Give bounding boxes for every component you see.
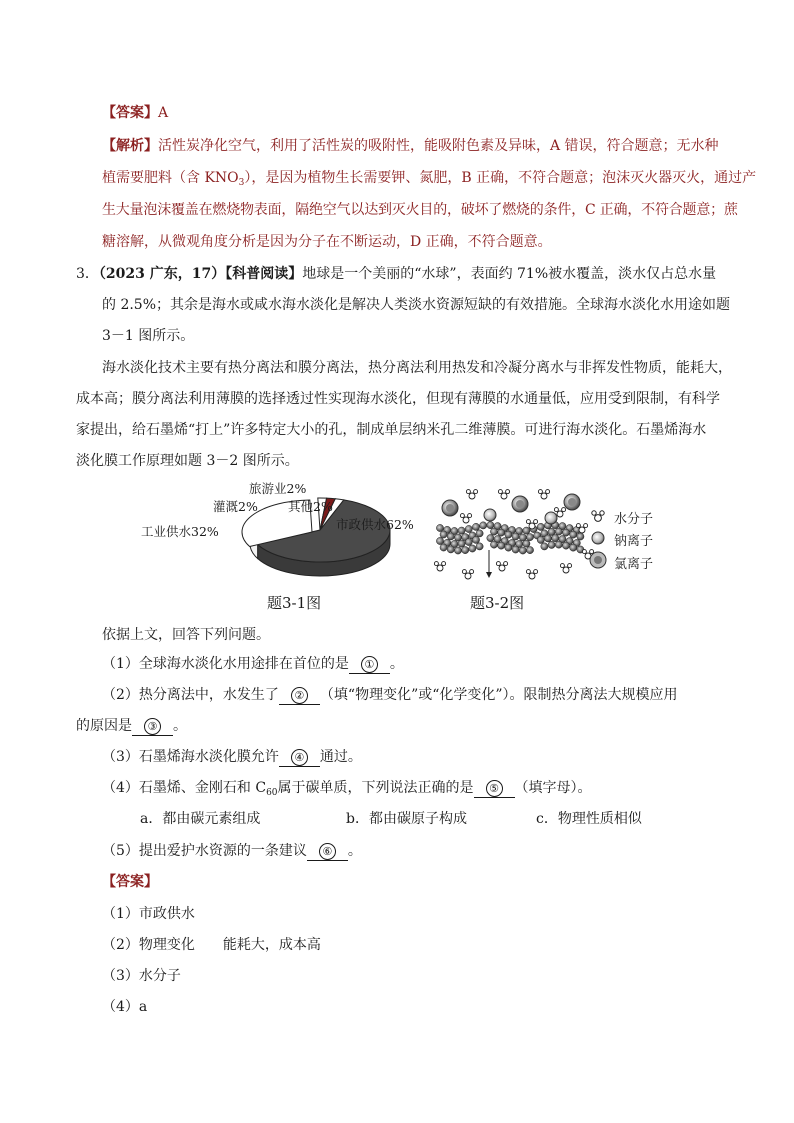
legend-chlorine: 氯离子 <box>614 557 654 572</box>
carbon-atom <box>487 522 494 529</box>
water-molecule <box>560 564 571 573</box>
option-a: a．都由碳元素组成 <box>140 811 261 827</box>
carbon-atom <box>447 546 454 553</box>
carbon-atom <box>541 543 548 550</box>
water-molecule <box>498 490 509 499</box>
pie-label-municipal: 市政供水62% <box>336 517 414 532</box>
carbon-atom <box>523 540 530 547</box>
question-intro3: 3－1 图所示。 <box>102 328 195 344</box>
answer-label: 【答案】 <box>102 874 158 890</box>
answer-prompt: 依据上文，回答下列问题。 <box>102 627 270 643</box>
pie-label-tourism: 旅游业2% <box>249 481 307 496</box>
carbon-atom <box>537 536 544 543</box>
option-b: b．都由碳原子构成 <box>346 811 467 827</box>
carbon-atom <box>498 542 505 549</box>
blank-2: ② <box>279 687 320 705</box>
answer-1: （1）市政供水 <box>102 906 195 922</box>
carbon-atom <box>458 527 465 534</box>
carbon-atom <box>544 535 551 542</box>
carbon-atom <box>458 540 465 547</box>
water-molecule <box>460 514 471 523</box>
carbon-atom <box>480 522 487 529</box>
carbon-atom <box>505 531 512 538</box>
water-molecule <box>466 490 477 499</box>
passage-line4: 淡化膜工作原理如题 3－2 图所示。 <box>76 453 299 469</box>
water-molecule <box>462 570 473 579</box>
carbon-atom <box>526 547 533 554</box>
carbon-atom <box>498 529 505 536</box>
blank-4: ④ <box>279 749 320 767</box>
prev-answer-line <box>102 102 168 122</box>
water-molecule <box>526 570 537 579</box>
carbon-atom <box>512 546 519 553</box>
question-source: （2023 广东，17） <box>98 266 226 282</box>
answer-4: （4）a <box>102 999 148 1015</box>
water-molecule <box>538 490 549 499</box>
carbon-atom <box>454 547 461 554</box>
option-c: c．物理性质相似 <box>536 811 642 827</box>
prev-analysis-line2: 植需要肥料（含 $KNO_3$），是因为植物生长需要钾、氮肥，B 正确，不符合题意；泡沫灭火器灭火，通过产 <box>102 170 757 188</box>
carbon-atom <box>570 531 577 538</box>
prev-analysis-label: 【解析】 <box>102 138 158 154</box>
figure2-caption: 题3-2图 <box>470 594 525 612</box>
pie-label-industrial: 工业供水32% <box>141 524 219 539</box>
prev-answer-value: A <box>158 105 169 121</box>
carbon-atom <box>472 523 479 530</box>
carbon-atom <box>440 544 447 551</box>
carbon-atom <box>465 538 472 545</box>
carbon-atom <box>490 541 497 548</box>
sodium-ion-icon <box>592 532 604 544</box>
pie-label-other: 其他2% <box>288 499 333 514</box>
blank-5: ⑤ <box>474 780 515 798</box>
carbon-atom <box>440 531 447 538</box>
carbon-atom <box>447 533 454 540</box>
blank-1: ① <box>349 656 390 674</box>
carbon-atom <box>476 530 483 537</box>
answer-3: （3）水分子 <box>102 968 181 984</box>
answer-2: （2）物理变化 能耗大，成本高 <box>102 937 321 953</box>
question-intro2: 的 2.5%；其余是海水或咸水海水淡化是解决人类淡水资源短缺的有效措施。全球海水淡化水用途如题 <box>102 297 731 313</box>
passage-line3: 家提出，给石墨烯“打上”许多特定大小的孔，制成单层纳米孔二维薄膜。可进行海水淡化。石墨烯海水 <box>76 422 707 438</box>
subquestion-5: （5）提出爱护水资源的一条建议 ⑥ 。 <box>102 843 362 859</box>
sodium-ion <box>484 509 496 521</box>
carbon-atom <box>537 523 544 530</box>
blank-6: ⑥ <box>307 843 348 861</box>
subquestion-1: （1）全球海水淡化水用途排在首位的是 ① 。 <box>102 656 404 672</box>
carbon-atom <box>552 535 559 542</box>
sodium-ion <box>545 512 557 524</box>
legend-sodium: 钠离子 <box>614 534 654 549</box>
water-molecule <box>496 562 507 571</box>
carbon-atom <box>555 541 562 548</box>
subquestion-2-line2: 的原因是 ③ 。 <box>76 718 187 734</box>
carbon-atom <box>487 535 494 542</box>
passage-line1: 海水淡化技术主要有热分离法和膜分离法，热分离法利用热发和冷凝分离水与非挥发性物质，能耗大， <box>102 360 732 376</box>
carbon-atom <box>436 537 443 544</box>
graphene-membrane <box>436 522 584 555</box>
carbon-atom <box>505 544 512 551</box>
question-tag: 【科普阅读】 <box>225 266 303 282</box>
carbon-atom <box>526 534 533 541</box>
water-molecule-icon <box>592 511 604 522</box>
blank-3: ③ <box>132 718 173 736</box>
carbon-atom <box>577 533 584 540</box>
carbon-atom <box>469 545 476 552</box>
figure1-caption: 题3-1图 <box>267 594 322 612</box>
carbon-atom <box>490 528 497 535</box>
passage-line2: 成本高；膜分离法利用薄膜的选择透过性实现海水淡化，但现有薄膜的水通量低，应用受到限制，有科学 <box>76 391 720 407</box>
subquestion-3: （3）石墨烯海水淡化膜允许 ④ 通过。 <box>102 749 362 765</box>
question-header <box>76 263 716 283</box>
carbon-atom <box>465 525 472 532</box>
prev-analysis-line3: 生大量泡沫覆盖在燃烧物表面，隔绝空气以达到灭火目的，破坏了燃烧的条件，C 正确，不符合题意；蔗 <box>102 202 738 218</box>
prev-analysis-line1: 【解析】活性炭净化空气，利用了活性炭的吸附性，能吸附色素及异味，A 错误，符合题意；无水种 <box>102 138 719 154</box>
carbon-atom <box>562 529 569 536</box>
carbon-atom <box>570 544 577 551</box>
subquestion-4: （4）石墨烯、金刚石和 $C_{60}$属于碳单质，下列说法正确的是 ⑤ （填字母）。 <box>102 780 592 798</box>
subquestion-2: （2）热分离法中，水发生了 ② （填“物理变化”或“化学变化”）。限制热分离法大规模应用 <box>102 687 678 703</box>
carbon-atom <box>523 527 530 534</box>
carbon-atom <box>548 541 555 548</box>
membrane-legend-icons <box>588 506 610 570</box>
carbon-atom <box>512 533 519 540</box>
question-intro1: 地球是一个美丽的“水球”，表面约 71%被水覆盖，淡水仅占总水量 <box>302 266 717 282</box>
carbon-atom <box>462 547 469 554</box>
carbon-atom <box>562 542 569 549</box>
carbon-atom <box>555 528 562 535</box>
carbon-atom <box>436 524 443 531</box>
carbon-atom <box>472 536 479 543</box>
carbon-atom <box>519 547 526 554</box>
carbon-atom <box>476 543 483 550</box>
question-number: 3． <box>76 266 99 282</box>
prev-answer-label: 【答案】 <box>102 105 158 121</box>
pie-label-irrigation: 灌溉2% <box>213 499 258 514</box>
legend-water: 水分子 <box>614 512 654 527</box>
prev-analysis-line4: 糖溶解，从微观角度分析是因为分子在不断运动，D 正确，不符合题意。 <box>102 234 552 250</box>
water-molecule <box>434 562 445 571</box>
